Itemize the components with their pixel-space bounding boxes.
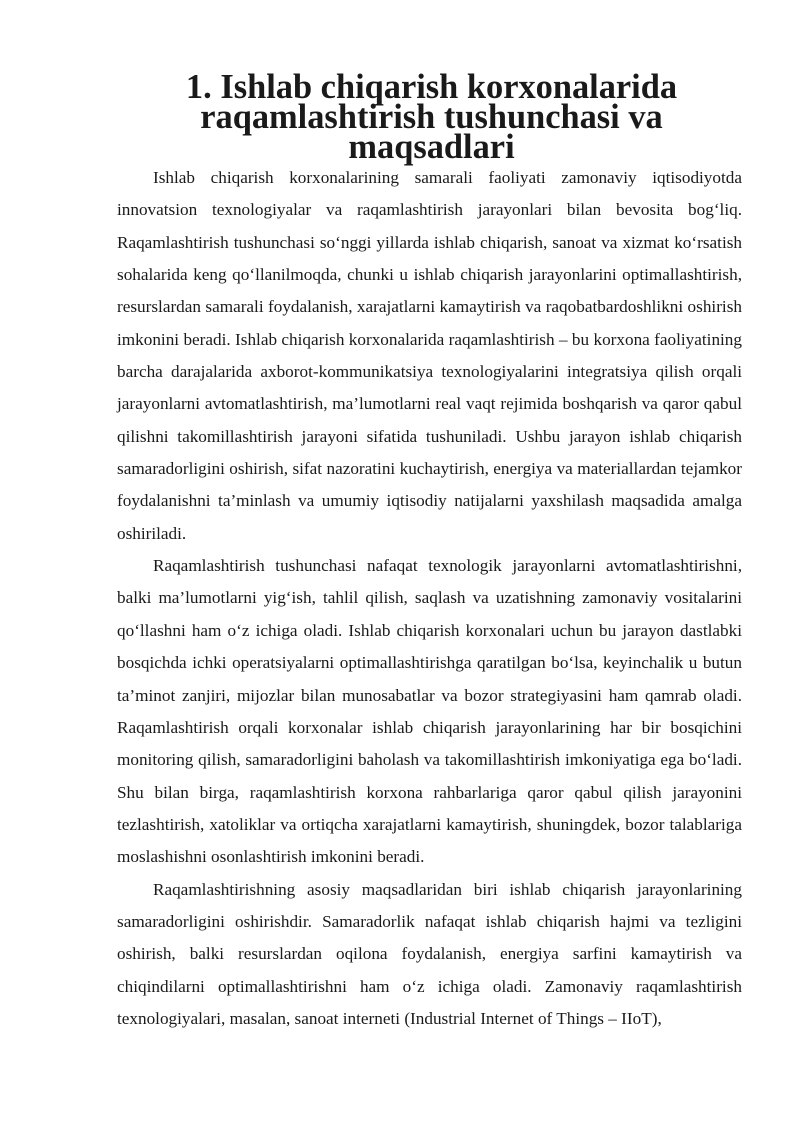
document-page <box>117 68 742 1035</box>
paragraph-3: Raqamlashtirishning asosiy maqsadlaridan biri ishlab chiqarish jarayonlarining samaradorligini oshirishdir. Samaradorlik nafaqat ishlab chiqarish hajmi va tezligini oshirish, balki resurslardan oqilona foydalanish, energiya sarfini kamaytirish va chiqindilarni optimallashtirishni ham o‘z ichiga oladi. Zamonaviy raqamlashtirish texnologiyalari, masalan, sanoat interneti (Industrial Internet of Things – IIoT), <box>117 879 742 1028</box>
paragraph-2: Raqamlashtirish tushunchasi nafaqat texnologik jarayonlarni avtomatlashtirishni, balki ma’lumotlarni yig‘ish, tahlil qilish, saqlash va uzatishning zamonaviy vositalarini qo‘llashni ham o‘z ichiga oladi. Ishlab chiqarish korxonalari uchun bu jarayon dastlabki bosqichda ichki operatsiyalarni optimallashtirishga qaratilgan bo‘lsa, keyinchalik u butun ta’minot zanjiri, mijozlar bilan munosabatlar va bozor strategiyasini ham qamrab oladi. Raqamlashtirish orqali korxonalar ishlab chiqarish jarayonlarining har bir bosqichini monitoring qilish, samaradorligini baholash va takomillashtirish imkoniyatiga ega bo‘ladi. Shu bilan birga, raqamlashtirish korxona rahbarlariga qaror qabul qilish jarayonini tezlashtirish, xatoliklar va ortiqcha xarajatlarni kamaytirish, shuningdek, bozor talablariga moslashishni osonlashtirish imkonini beradi. <box>117 556 742 867</box>
paragraph-1: Ishlab chiqarish korxonalarining samarali faoliyati zamonaviy iqtisodiyotda innovatsion texnologiyalar va raqamlashtirish jarayonlari bilan bevosita bog‘liq. Raqamlashtirish tushunchasi so‘nggi yillarda ishlab chiqarish, sanoat va xizmat ko‘rsatish sohalarida keng qo‘llanilmoqda, chunki u ishlab chiqarish jarayonlarini optimallashtirish, resurslardan samarali foydalanish, xarajatlarni kamaytirish va raqobatbardoshlikni oshirish imkonini beradi. Ishlab chiqarish korxonalarida raqamlashtirish – bu korxona faoliyatining barcha darajalarida axborot-kommunikatsiya texnologiyalarini integratsiya qilish orqali jarayonlarni avtomatlashtirish, ma’lumotlarni real vaqt rejimida boshqarish va qaror qabul qilishni takomillashtirish jarayoni sifatida tushuniladi. Ushbu jarayon ishlab chiqarish samaradorligini oshirish, sifat nazoratini kuchaytirish, energiya va materiallardan tejamkor foydalanishni ta’minlash va umumiy iqtisodiy natijalarni yaxshilash maqsadida amalga oshiriladi. <box>117 168 742 543</box>
section-heading: 1. Ishlab chiqarish korxonalarida raqamlashtirish tushunchasi va maqsadlari <box>185 68 678 166</box>
